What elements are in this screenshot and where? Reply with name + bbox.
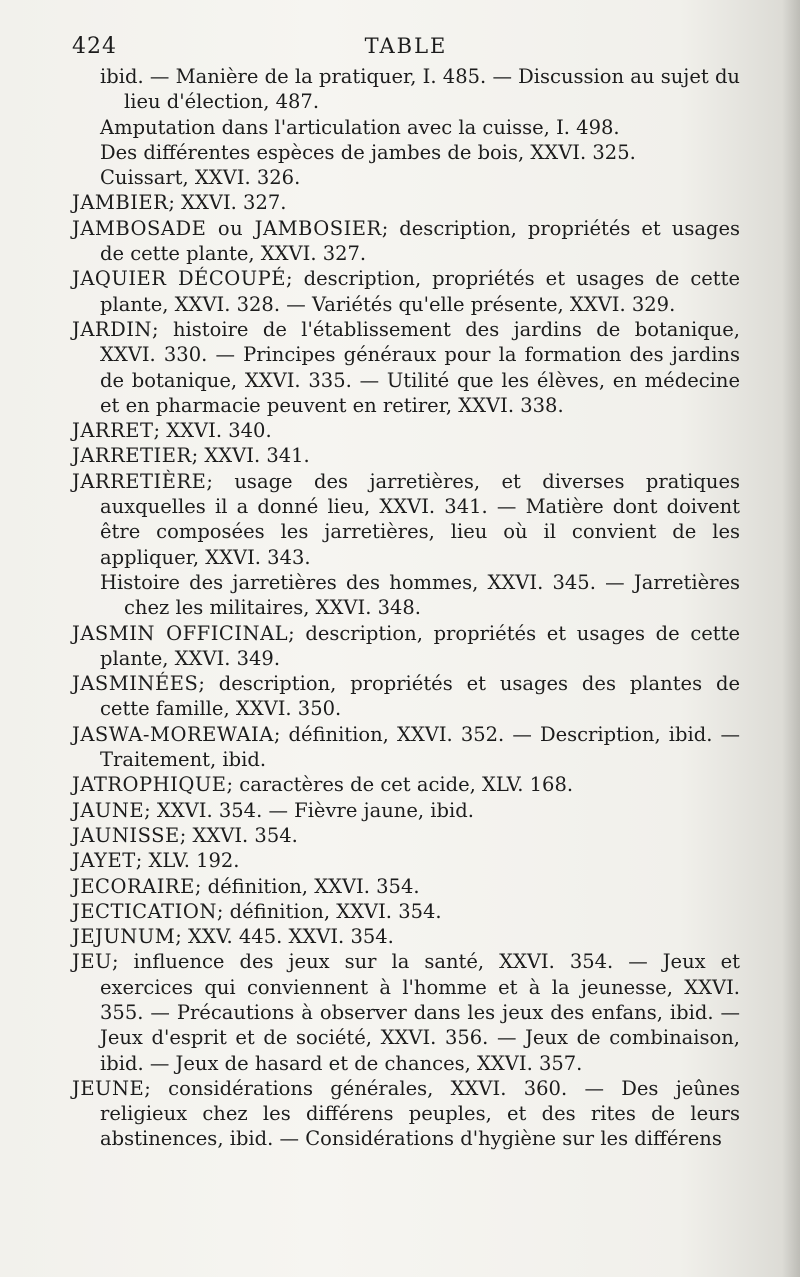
index-entry: [72, 418, 740, 443]
entry-text: ; description, propriétés et usages de cette plante, XXVI. 328. — Variétés qu'elle présente, XXVI. 329.: [100, 267, 741, 316]
entry-headword: JECTICATION: [72, 899, 217, 923]
page-number: 424: [72, 34, 117, 59]
entry-headword: JAMBOSADE ou JAMBOSIER: [72, 216, 382, 240]
entry-headword: JARRETIER: [72, 444, 192, 468]
index-entry: [72, 469, 740, 570]
index-entry: [72, 899, 740, 924]
index-entry: [72, 722, 740, 773]
page-edge-shadow: [782, 0, 800, 1277]
entry-text: ; définition, XXVI. 352. — Description, ibid. — Traitement, ibid.: [100, 722, 740, 772]
index-subentry: [72, 140, 740, 165]
index-entry: [72, 848, 740, 873]
index-entry: [72, 874, 740, 899]
entry-text: Amputation dans l'articulation avec la cuisse, I. 498.: [100, 115, 620, 139]
entry-text: ; XXVI. 354.: [179, 823, 298, 847]
index-entry: [72, 216, 740, 267]
entry-headword: JEUNE: [72, 1076, 145, 1100]
entry-text: Des différentes espèces de jambes de bois, XXVI. 325.: [100, 140, 636, 164]
page-header: [72, 32, 740, 62]
entry-text: Cuissart, XXVI. 326.: [100, 166, 301, 190]
index-subentry: [72, 165, 740, 190]
entry-headword: JAYET: [72, 849, 136, 873]
entry-headword: JASWA-MOREWAIA: [72, 722, 274, 746]
index-entry: [72, 621, 740, 672]
index-entry: [72, 190, 740, 215]
index-entry: [72, 798, 740, 823]
entry-text: ; description, propriétés et usages de cette plante, XXVI. 327.: [100, 216, 740, 266]
entry-text: ; XXVI. 354. — Fièvre jaune, ibid.: [144, 798, 474, 822]
entry-headword: JEJUNUM: [72, 925, 176, 949]
entry-text: ; considérations générales, XXVI. 360. — Des jeûnes religieux chez les différens peuples, et des rites de leurs abstinences, ibid. — Considérations d'hygiène sur les différens: [100, 1076, 740, 1151]
index-entry: [72, 266, 740, 317]
running-head: TABLE: [364, 34, 448, 58]
entry-text: ; histoire de l'établissement des jardins de botanique, XXVI. 330. — Principes généraux pour la formation des jardins de botanique, XXVI. 335. — Utilité que les élèves, en médecine et en pharmacie peuvent en retirer, XXVI. 338.: [100, 317, 740, 417]
index-entry: [72, 949, 740, 1075]
entry-text: ; usage des jarretières, et diverses pratiques auxquelles il a donné lieu, XXVI. 341. — Matière dont doivent être composées les jarretières, lieu où il convient de les appliquer, XXVI. 343.: [100, 469, 740, 569]
index-entry: [72, 823, 740, 848]
entry-headword: JAQUIER DÉCOUPÉ: [72, 267, 287, 291]
entry-text: ; définition, XXVI. 354.: [194, 874, 420, 898]
index-entry: [72, 1076, 740, 1152]
entry-text: ; description, propriétés et usages de cette plante, XXVI. 349.: [100, 621, 741, 670]
entry-text: ; XXV. 445. XXVI. 354.: [175, 925, 394, 949]
entry-headword: JAMBIER: [72, 191, 169, 215]
index-entry: [72, 317, 740, 418]
entry-headword: JAUNE: [72, 798, 145, 822]
entry-headword: JASMIN OFFICINAL: [72, 621, 289, 645]
entry-text: ; définition, XXVI. 354.: [216, 899, 442, 923]
entry-headword: JARRETIÈRE: [72, 469, 207, 493]
entry-text: Histoire des jarretières des hommes, XXVI. 345. — Jarretières chez les militaires, XXVI. 348.: [100, 570, 740, 620]
entry-headword: JEU: [72, 950, 112, 974]
entry-text: ; XXVI. 327.: [168, 191, 287, 215]
entry-text: ; caractères de cet acide, XLV. 168.: [226, 773, 574, 797]
entry-headword: JATROPHIQUE: [72, 773, 227, 797]
index-entry: [72, 924, 740, 949]
entry-text: ; description, propriétés et usages des plantes de cette famille, XXVI. 350.: [100, 672, 740, 721]
entry-headword: JASMINÉES: [72, 672, 199, 696]
entry-headword: JECORAIRE: [72, 874, 195, 898]
index-entry: [72, 772, 740, 797]
entry-headword: JARRET: [72, 419, 154, 443]
index-entry: [72, 671, 740, 722]
index-entries: [72, 64, 740, 1152]
entry-headword: JAUNISSE: [72, 823, 180, 847]
entry-text: ; XXVI. 341.: [191, 444, 310, 468]
entry-text: ; influence des jeux sur la santé, XXVI. 354. — Jeux et exercices qui conviennent à l'homme et à la jeunesse, XXVI. 355. — Précautions à observer dans les jeux des enfans, ibid. — Jeux d'esprit et de société, XXVI. 356. — Jeux de combinaison, ibid. — Jeux de hasard et de chances, XXVI. 357.: [100, 950, 740, 1075]
index-subentry: [72, 64, 740, 115]
index-entry: [72, 443, 740, 468]
index-subentry: [72, 115, 740, 140]
index-subentry: [72, 570, 740, 621]
entry-text: ; XXVI. 340.: [153, 419, 272, 443]
entry-headword: JARDIN: [72, 317, 152, 341]
entry-text: ; XLV. 192.: [135, 849, 240, 873]
entry-text: ibid. — Manière de la pratiquer, I. 485. — Discussion au sujet du lieu d'élection, 487.: [100, 65, 740, 114]
